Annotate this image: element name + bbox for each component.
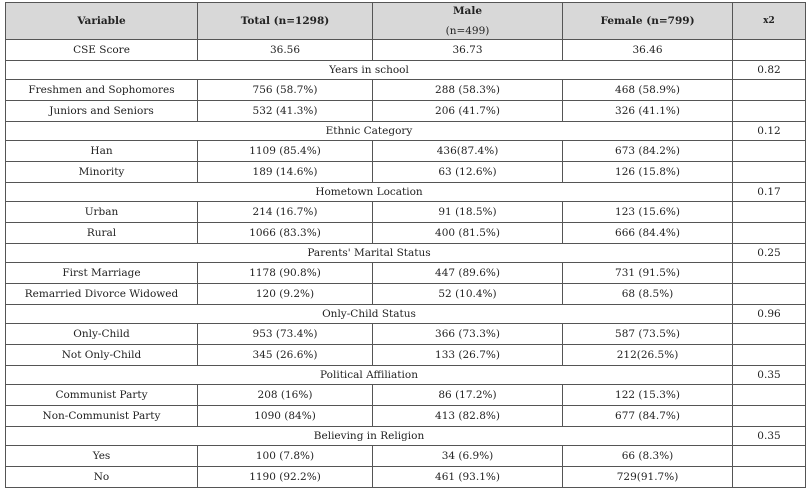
cell-chi-empty xyxy=(733,162,806,183)
cell-female: 66 (8.3%) xyxy=(563,446,733,467)
cell-label: Rural xyxy=(6,223,198,244)
cell-male: 447 (89.6%) xyxy=(373,263,563,284)
section-header-row xyxy=(6,61,806,80)
cell-label: Urban xyxy=(6,202,198,223)
section-title: Ethnic Category xyxy=(6,122,733,141)
cell-chi-empty xyxy=(733,141,806,162)
cell-female: 666 (84.4%) xyxy=(563,223,733,244)
cell-male: 436(87.4%) xyxy=(373,141,563,162)
table-row xyxy=(6,406,806,427)
cell-chi-empty xyxy=(733,446,806,467)
header-male-n: (n=499) xyxy=(445,24,490,37)
cell-male: 206 (41.7%) xyxy=(373,101,563,122)
cell-male: 52 (10.4%) xyxy=(373,284,563,305)
table-row xyxy=(6,467,806,488)
cell-total: 214 (16.7%) xyxy=(198,202,373,223)
cse-male: 36.73 xyxy=(373,40,563,61)
cse-score-row xyxy=(6,40,806,61)
cell-total: 208 (16%) xyxy=(198,385,373,406)
table-row xyxy=(6,345,806,366)
cell-label: First Marriage xyxy=(6,263,198,284)
cell-label: Han xyxy=(6,141,198,162)
section-header-row xyxy=(6,427,806,446)
cell-chi-empty xyxy=(733,223,806,244)
cell-label: No xyxy=(6,467,198,488)
cell-total: 100 (7.8%) xyxy=(198,446,373,467)
cell-total: 1109 (85.4%) xyxy=(198,141,373,162)
section-title: Believing in Religion xyxy=(6,427,733,446)
cell-total: 756 (58.7%) xyxy=(198,80,373,101)
cell-female: 212(26.5%) xyxy=(563,345,733,366)
cell-chi-empty xyxy=(733,202,806,223)
table-row xyxy=(6,446,806,467)
section-header-row xyxy=(6,305,806,324)
header-male xyxy=(373,3,563,40)
cell-chi-empty xyxy=(733,385,806,406)
table-row xyxy=(6,101,806,122)
cell-female: 731 (91.5%) xyxy=(563,263,733,284)
cell-male: 400 (81.5%) xyxy=(373,223,563,244)
demographics-table xyxy=(5,2,806,488)
cell-label: Remarried Divorce Widowed xyxy=(6,284,198,305)
cse-label: CSE Score xyxy=(6,40,198,61)
section-chi-square: 0.96 xyxy=(733,305,806,324)
header-total: Total (n=1298) xyxy=(198,3,373,40)
cell-male: 461 (93.1%) xyxy=(373,467,563,488)
table-row xyxy=(6,141,806,162)
header-female: Female (n=799) xyxy=(563,3,733,40)
section-chi-square: 0.82 xyxy=(733,61,806,80)
cell-male: 288 (58.3%) xyxy=(373,80,563,101)
cell-label: Freshmen and Sophomores xyxy=(6,80,198,101)
header-male-label: Male xyxy=(452,4,483,17)
cell-total: 1190 (92.2%) xyxy=(198,467,373,488)
cell-female: 673 (84.2%) xyxy=(563,141,733,162)
cell-chi-empty xyxy=(733,101,806,122)
header-variable: Variable xyxy=(6,3,198,40)
cell-female: 68 (8.5%) xyxy=(563,284,733,305)
section-title: Years in school xyxy=(6,61,733,80)
table-row xyxy=(6,324,806,345)
cell-female: 126 (15.8%) xyxy=(563,162,733,183)
section-header-row xyxy=(6,122,806,141)
cell-total: 345 (26.6%) xyxy=(198,345,373,366)
cell-total: 120 (9.2%) xyxy=(198,284,373,305)
section-header-row xyxy=(6,183,806,202)
cell-label: Communist Party xyxy=(6,385,198,406)
cse-female: 36.46 xyxy=(563,40,733,61)
cell-label: Minority xyxy=(6,162,198,183)
cell-total: 532 (41.3%) xyxy=(198,101,373,122)
cell-female: 326 (41.1%) xyxy=(563,101,733,122)
cell-total: 1066 (83.3%) xyxy=(198,223,373,244)
cell-label: Not Only-Child xyxy=(6,345,198,366)
cse-total: 36.56 xyxy=(198,40,373,61)
cell-chi-empty xyxy=(733,406,806,427)
header-chi-square: x2 xyxy=(733,3,806,40)
cell-total: 189 (14.6%) xyxy=(198,162,373,183)
cell-female: 468 (58.9%) xyxy=(563,80,733,101)
section-title: Political Affiliation xyxy=(6,366,733,385)
cell-label: Juniors and Seniors xyxy=(6,101,198,122)
cell-label: Only-Child xyxy=(6,324,198,345)
section-chi-square: 0.12 xyxy=(733,122,806,141)
table-row xyxy=(6,162,806,183)
table-row xyxy=(6,385,806,406)
cell-total: 1090 (84%) xyxy=(198,406,373,427)
cell-female: 729(91.7%) xyxy=(563,467,733,488)
cell-total: 1178 (90.8%) xyxy=(198,263,373,284)
cell-chi-empty xyxy=(733,324,806,345)
cell-chi-empty xyxy=(733,345,806,366)
section-chi-square: 0.17 xyxy=(733,183,806,202)
section-title: Only-Child Status xyxy=(6,305,733,324)
cell-chi-empty xyxy=(733,80,806,101)
table-row xyxy=(6,223,806,244)
cell-male: 91 (18.5%) xyxy=(373,202,563,223)
table-row xyxy=(6,284,806,305)
cell-female: 677 (84.7%) xyxy=(563,406,733,427)
section-title: Parents' Marital Status xyxy=(6,244,733,263)
cell-female: 587 (73.5%) xyxy=(563,324,733,345)
cell-female: 123 (15.6%) xyxy=(563,202,733,223)
cell-chi-empty xyxy=(733,263,806,284)
section-header-row xyxy=(6,244,806,263)
cell-male: 34 (6.9%) xyxy=(373,446,563,467)
cell-chi-empty xyxy=(733,284,806,305)
cell-label: Non-Communist Party xyxy=(6,406,198,427)
cell-label: Yes xyxy=(6,446,198,467)
table-row xyxy=(6,80,806,101)
table-row xyxy=(6,202,806,223)
table-row xyxy=(6,263,806,284)
section-title: Hometown Location xyxy=(6,183,733,202)
cell-male: 413 (82.8%) xyxy=(373,406,563,427)
header-row xyxy=(6,3,806,40)
cell-chi-empty xyxy=(733,467,806,488)
cell-male: 366 (73.3%) xyxy=(373,324,563,345)
cell-male: 133 (26.7%) xyxy=(373,345,563,366)
cell-female: 122 (15.3%) xyxy=(563,385,733,406)
cell-total: 953 (73.4%) xyxy=(198,324,373,345)
cse-chi xyxy=(733,40,806,61)
cell-male: 63 (12.6%) xyxy=(373,162,563,183)
section-chi-square: 0.35 xyxy=(733,427,806,446)
cell-male: 86 (17.2%) xyxy=(373,385,563,406)
section-chi-square: 0.25 xyxy=(733,244,806,263)
section-chi-square: 0.35 xyxy=(733,366,806,385)
section-header-row xyxy=(6,366,806,385)
